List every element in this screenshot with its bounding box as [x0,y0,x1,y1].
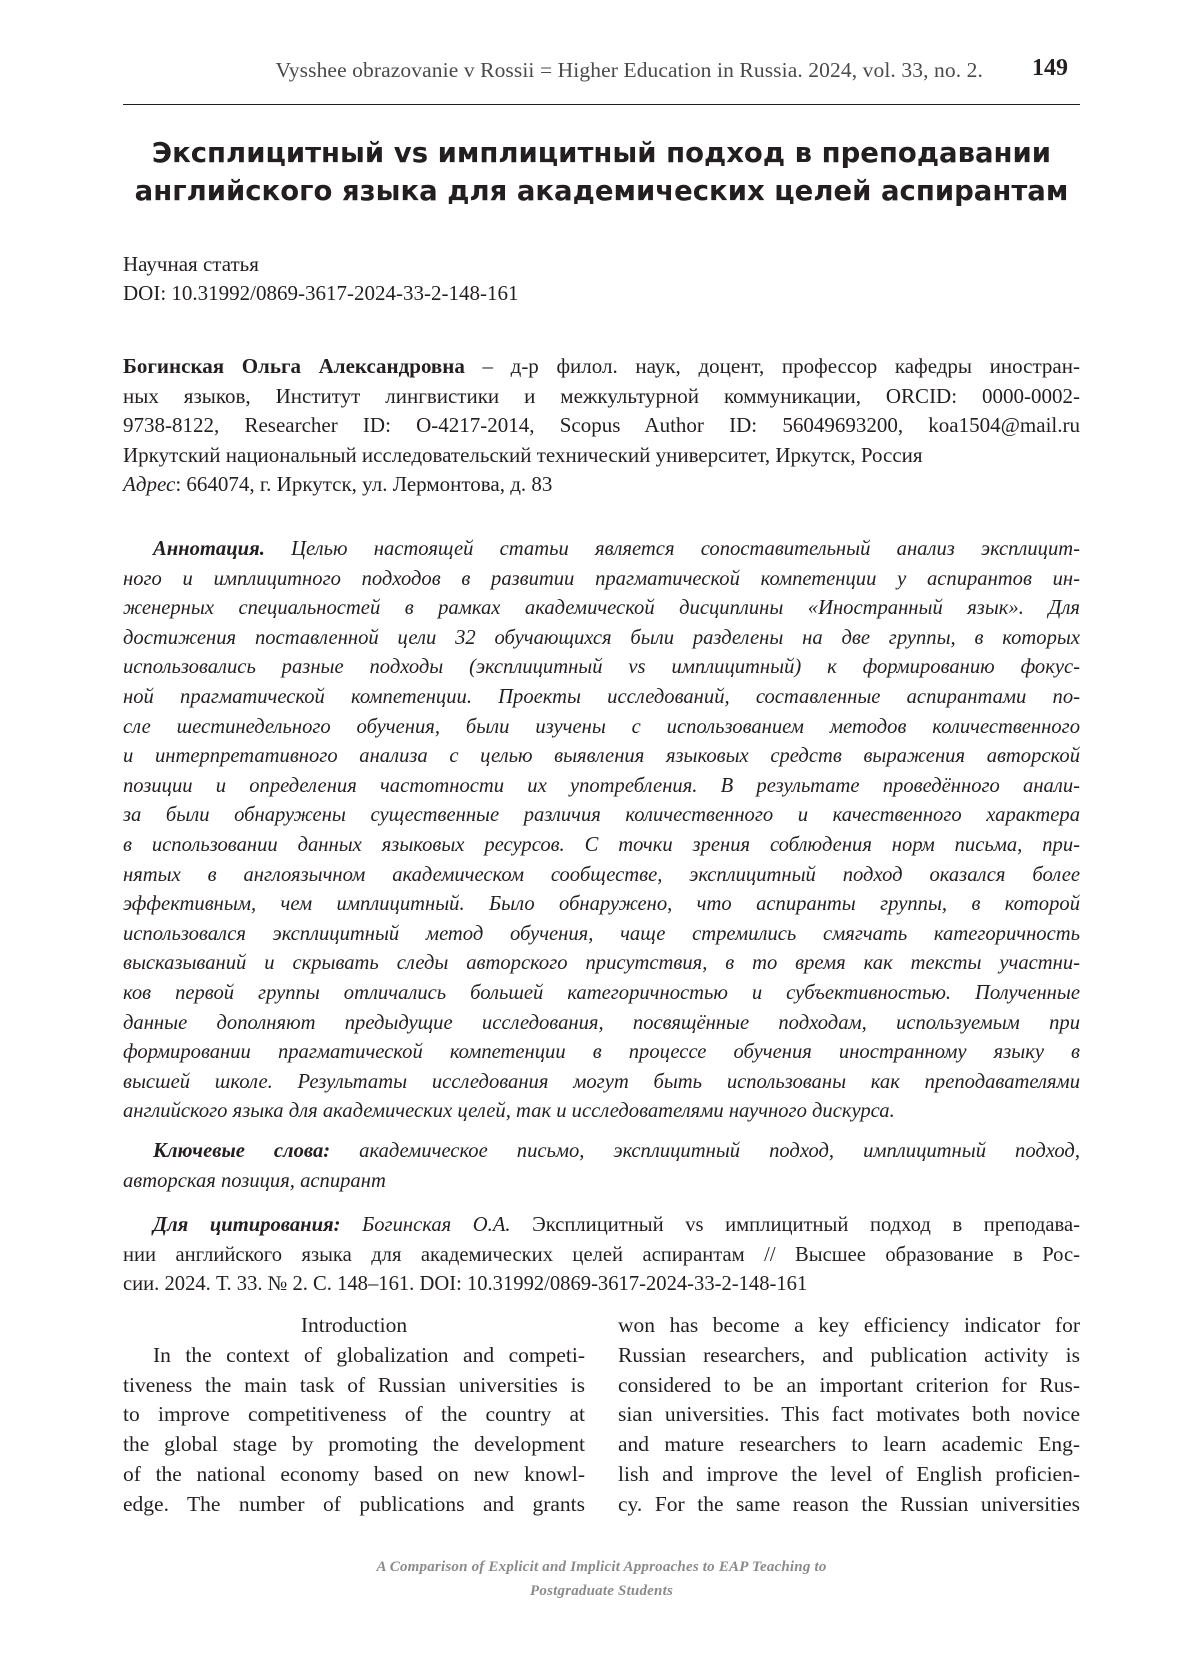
running-head: Vysshee obrazovanie v Rossii = Higher Education in Russia. 2024, vol. 33, no. 2. [275,58,983,82]
author-degree: – д-р филол. наук, доцент, профессор кафедры иностран- [464,354,1080,378]
abstract-line: сле шестинедельного обучения, были изучены с использованием методов количественного [123,715,1080,738]
abstract-label: Аннотация. [153,538,265,560]
abstract [123,535,1080,1127]
abstract-line: за были обнаружены существенные различия количественного и качественного характера [123,804,1080,827]
body-line: Russian researchers, and publication activity is [618,1342,1080,1367]
address-value: : 664074, г. Иркутск, ул. Лермонтова, д. 83 [175,472,553,496]
abstract-line: ков первой группы отличались большей категоричностью и субъективностью. Полученные [123,981,1080,1004]
running-footer [123,1555,1080,1603]
keywords-line-2: авторская позиция, аспирант [123,1169,386,1192]
keywords-label: Ключевые слова: [153,1140,331,1162]
citation [123,1211,1080,1300]
article-type: Научная статья [123,252,259,276]
abstract-line: ного и имплицитного подходов в развитии прагматической компетенции у аспирантов ин- [123,567,1080,590]
article-meta [123,250,518,308]
abstract-line: ной прагматической компетенции. Проекты исследований, составленные аспирантами по- [123,685,1080,708]
body-line: to improve competitiveness of the country at [123,1402,585,1427]
keywords [123,1137,1080,1196]
abstract-line: в использовании данных языковых ресурсов. С точки зрения соблюдения норм письма, при- [123,833,1080,856]
body-line: won has become a key efficiency indicator for [618,1313,1080,1337]
abstract-line: достижения поставленной цели 32 обучающихся были разделены на две группы, в которых [123,626,1080,649]
abstract-line: эффективным, чем имплицитный. Было обнаружено, что аспиранты группы, в которой [123,893,1080,916]
author-address [123,470,1080,500]
author-affiliation: Иркутский национальный исследовательский технический университет, Иркутск, Россия [123,442,923,467]
author-line-2: ных языков, Институт лингвистики и межкультурной коммуникации, ORCID: 0000-0002- [123,383,1080,408]
body-line: In the context of globalization and competi- [153,1342,585,1367]
body-line: lish and improve the level of English proficien- [618,1461,1080,1486]
section-heading: Introduction [300,1313,408,1337]
article-doi: DOI: 10.31992/0869-3617-2024-33-2-148-161 [123,281,519,305]
abstract-line: нятых в англоязычном академическом сообществе, эксплицитный подход оказался более [123,863,1080,886]
body-line: sian universities. This fact motivates both novice [618,1402,1080,1427]
body-line: tiveness the main task of Russian universities is [123,1372,585,1397]
abstract-line: позиции и определения частотности их употребления. В результате проведённого анали- [123,774,1080,797]
body-line: of the national economy based on new knowl- [123,1461,585,1486]
citation-authors: Богинская О.А. [340,1214,511,1236]
abstract-line: формировании прагматической компетенции в процессе обучения иностранному языку в [123,1041,1080,1064]
body-line: considered to be an important criterion for Rus- [618,1372,1080,1397]
author-name: Богинская Ольга Александровна [123,354,465,378]
citation-line-3: сии. 2024. Т. 33. № 2. С. 148–161. DOI: 10.31992/0869-3617-2024-33-2-148-161 [123,1273,808,1296]
abstract-line: высказываний и скрывать следы авторского присутствия, в то время как тексты участни- [123,952,1080,975]
article-title [123,134,1080,210]
abstract-line: высшей школе. Результаты исследования могут быть использованы как преподавателями [123,1070,1080,1093]
citation-line-1: Для цитирования: Богинская О.А. Эксплицитный vs имплицитный подход в преподава- [153,1214,1080,1236]
body-column-left [123,1311,585,1520]
author-line-3: 9738-8122, Researcher ID: O-4217-2014, Scopus Author ID: 56049693200, koa1504@mail.ru [123,413,1080,437]
body-line: the global stage by promoting the development [123,1432,585,1457]
abstract-line: использовался эксплицитный метод обучения, чаще стремились смягчать категоричность [123,922,1080,945]
citation-line-2: нии английского языка для академических целей аспирантам // Высшее образование в Рос- [123,1243,1080,1266]
page-number: 149 [1032,55,1068,81]
abstract-line: Аннотация. Целью настоящей статьи является сопоставительный анализ эксплицит- [153,538,1080,560]
body-line: edge. The number of publications and grants [123,1491,585,1516]
address-label: Адрес [123,472,176,496]
abstract-line: женерных специальностей в рамках академической дисциплины «Иностранный язык». Для [123,597,1080,620]
body-line: cy. For the same reason the Russian universities [618,1491,1080,1516]
body-line: and mature researchers to learn academic Eng- [618,1432,1080,1457]
abstract-line: и интерпретативного анализа с целью выявления языковых средств выражения авторской [123,745,1080,768]
citation-label: Для цитирования: [153,1214,341,1236]
header-rule [123,104,1080,105]
author-block [123,352,1080,500]
keywords-line-1: Ключевые слова: академическое письмо, эксплицитный подход, имплицитный подход, [153,1140,1080,1162]
footer-line-2: Postgraduate Students [530,1583,673,1599]
body-column-right [618,1311,1080,1520]
author-line-1 [123,352,1080,382]
abstract-line: английского языка для академических целей, так и исследователями научного дискурса. [123,1100,895,1123]
footer-line-1: A Comparison of Explicit and Implicit Approaches to EAP Teaching to [376,1559,827,1575]
abstract-line: использовались разные подходы (эксплицитный vs имплицитный) к формированию фокус- [123,656,1080,679]
title-line-1: Эксплицитный vs имплицитный подход в преподавании [151,137,1052,169]
title-line-2: английского языка для академических целей аспирантам [134,175,1069,207]
abstract-line: данные дополняют предыдущие исследования, посвящённые подходам, используемым при [123,1011,1080,1034]
